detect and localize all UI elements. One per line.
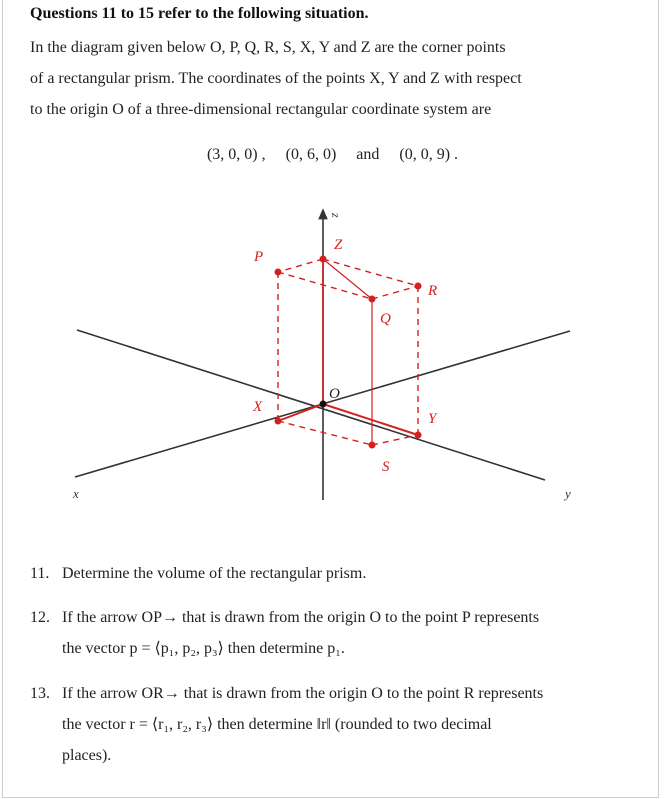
intro-line-1: In the diagram given below O, P, Q, R, S, X, Y and Z are the corner points	[30, 39, 506, 56]
label-S: S	[382, 459, 390, 475]
question-12	[30, 602, 630, 664]
label-axis-z: z	[329, 213, 343, 218]
point-X	[275, 418, 282, 425]
question-11	[30, 558, 630, 589]
point-R	[415, 283, 422, 290]
question-line: Determine the volume of the rectangular prism.	[62, 565, 367, 582]
question-line: If the arrow OP→ that is drawn from the origin O to the point P represents	[62, 609, 540, 626]
section-heading: Questions 11 to 15 refer to the following situation.	[30, 5, 369, 22]
label-Y: Y	[428, 411, 437, 427]
edge-OY	[323, 404, 418, 435]
question-13	[30, 678, 630, 771]
point-Y	[415, 432, 422, 439]
question-number: 11.	[30, 565, 50, 582]
label-Z: Z	[334, 237, 343, 253]
prism-diagram	[0, 195, 665, 520]
question-line: If the arrow OR→ that is drawn from the origin O to the point R represents	[62, 685, 544, 702]
coordinates-line	[0, 146, 665, 164]
point-S	[369, 442, 376, 449]
label-Q: Q	[380, 311, 391, 327]
axis-x-line	[77, 330, 545, 480]
point-O	[320, 401, 327, 408]
point-Z	[320, 256, 327, 263]
point-Q	[369, 296, 376, 303]
edge-OX	[278, 404, 323, 421]
label-O: O	[329, 386, 340, 402]
coord-z: (0, 0, 9) .	[399, 146, 459, 163]
edge-ZQ	[323, 259, 372, 299]
question-number: 13.	[30, 685, 50, 702]
coord-x: (3, 0, 0) ,	[206, 146, 266, 163]
label-X: X	[253, 399, 263, 415]
intro-line-2: of a rectangular prism. The coordinates of the points X, Y and Z with respect	[30, 70, 522, 87]
intro-paragraph	[30, 32, 630, 125]
label-R: R	[428, 283, 438, 299]
question-line: places).	[62, 747, 112, 764]
question-line: the vector r = ⟨r₁, r₂, r₃⟩ then determine ‖r‖ (rounded to two decimal	[62, 716, 492, 733]
label-axis-y: y	[565, 486, 571, 501]
intro-line-3: to the origin O of a three-dimensional rectangular coordinate system are	[30, 101, 492, 118]
question-line: the vector p = ⟨p₁, p₂, p₃⟩ then determine p₁.	[62, 640, 345, 657]
coord-y: (0, 6, 0)	[285, 146, 337, 163]
label-axis-x: x	[73, 486, 79, 501]
point-P	[275, 269, 282, 276]
coord-and: and	[356, 146, 380, 163]
question-number: 12.	[30, 609, 50, 626]
label-P: P	[254, 249, 264, 265]
